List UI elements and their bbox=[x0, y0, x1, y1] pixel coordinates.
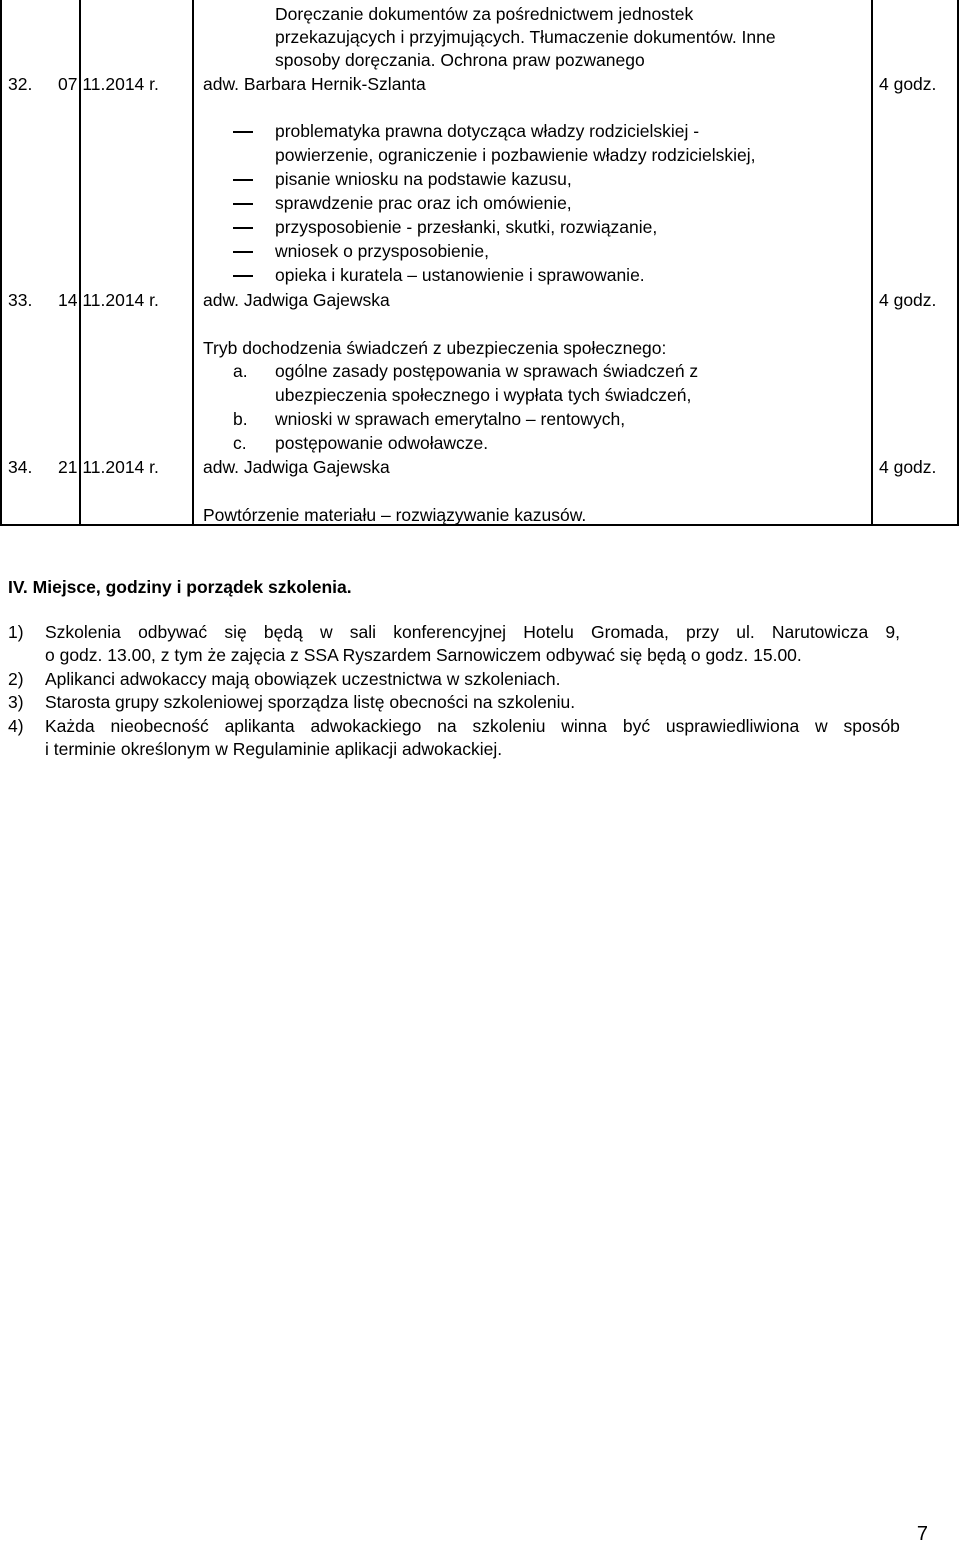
item-1-line-1 bbox=[8, 621, 900, 644]
row34-date: 21.11.2014 r. bbox=[58, 457, 159, 477]
word: usprawiedliwiona bbox=[665, 716, 800, 736]
bullet-dash bbox=[233, 203, 253, 205]
item-4-line-1 bbox=[8, 715, 900, 738]
item-number: 2) bbox=[8, 669, 24, 689]
word: się bbox=[224, 622, 247, 642]
word: 9, bbox=[885, 622, 900, 642]
bullet-dash bbox=[233, 179, 253, 181]
bullet-dash bbox=[233, 131, 253, 133]
row33-item-3: sprawdzenie prac oraz ich omówienie, bbox=[275, 193, 572, 213]
word: Każda bbox=[45, 716, 95, 736]
row34-number: 34. bbox=[8, 457, 33, 477]
word: konferencyjnej bbox=[393, 622, 507, 642]
word: Narutowicza bbox=[771, 622, 869, 642]
table-divider-hours bbox=[871, 0, 873, 525]
word: odbywać bbox=[138, 622, 208, 642]
row34-topic-intro: Tryb dochodzenia świadczeń z ubezpieczenia społecznego: bbox=[203, 338, 667, 358]
item-1-words bbox=[45, 621, 900, 644]
row33-hours: 4 godz. bbox=[879, 290, 937, 310]
row33-item-2: pisanie wniosku na podstawie kazusu, bbox=[275, 169, 572, 189]
section-iv-item-1 bbox=[8, 621, 900, 667]
row34-item-a-marker: a. bbox=[233, 361, 248, 381]
word: będą bbox=[263, 622, 303, 642]
bullet-dash bbox=[233, 275, 253, 277]
word: adwokackiego bbox=[310, 716, 422, 736]
item-3-text: Starosta grupy szkoleniowej sporządza listę obecności na szkoleniu. bbox=[45, 692, 576, 712]
row32-lecturer: adw. Barbara Hernik-Szlanta bbox=[203, 74, 426, 94]
row33-item-4: przysposobienie - przesłanki, skutki, rozwiązanie, bbox=[275, 217, 658, 237]
row32-number: 32. bbox=[8, 74, 33, 94]
word: sali bbox=[349, 622, 377, 642]
word: aplikanta bbox=[224, 716, 295, 736]
row34-lecturer: adw. Jadwiga Gajewska bbox=[203, 457, 390, 477]
word: sposób bbox=[843, 716, 900, 736]
row34-item-c-marker: c. bbox=[233, 433, 247, 453]
item-number: 1) bbox=[8, 622, 24, 642]
row32-date: 07.11.2014 r. bbox=[58, 74, 159, 94]
item-1-line-2: o godz. 13.00, z tym że zajęcia z SSA Ryszardem Sarnowiczem odbywać się będą o godz. 15.00. bbox=[45, 645, 802, 665]
row35-topic: Powtórzenie materiału – rozwiązywanie kazusów. bbox=[203, 505, 587, 525]
item-4-line-2: i terminie określonym w Regulaminie aplikacji adwokackiej. bbox=[45, 739, 503, 759]
row34-item-c: postępowanie odwoławcze. bbox=[275, 433, 489, 453]
word: szkoleniu bbox=[472, 716, 546, 736]
row33-date: 14.11.2014 r. bbox=[58, 290, 159, 310]
row34-hours: 4 godz. bbox=[879, 457, 937, 477]
row34-item-b-marker: b. bbox=[233, 409, 248, 429]
row32-topic-line-2: przekazujących i przyjmujących. Tłumaczenie dokumentów. Inne bbox=[275, 27, 776, 47]
row34-item-a-line-1: ogólne zasady postępowania w sprawach świadczeń z bbox=[275, 361, 699, 381]
row32-topic-line-3: sposoby doręczania. Ochrona praw pozwanego bbox=[275, 50, 645, 70]
section-iv-item-4 bbox=[8, 715, 900, 761]
word: ul. bbox=[736, 622, 755, 642]
word: Szkolenia bbox=[45, 622, 121, 642]
row33-lecturer: adw. Jadwiga Gajewska bbox=[203, 290, 390, 310]
table-divider-topic bbox=[192, 0, 194, 525]
row32-topic-line-1: Doręczanie dokumentów za pośrednictwem jednostek bbox=[275, 4, 694, 24]
item-number: 3) bbox=[8, 692, 24, 712]
row34-item-a-line-2: ubezpieczenia społecznego i wypłata tych świadczeń, bbox=[275, 385, 692, 405]
item-number: 4) bbox=[8, 716, 24, 736]
row34-item-b: wnioski w sprawach emerytalno – rentowych, bbox=[275, 409, 626, 429]
word: Hotelu bbox=[523, 622, 574, 642]
item-2-text: Aplikanci adwokaccy mają obowiązek uczestnictwa w szkoleniach. bbox=[45, 669, 561, 689]
word: przy bbox=[686, 622, 720, 642]
row33-item-6: opieka i kuratela – ustanowienie i sprawowanie. bbox=[275, 265, 645, 285]
word: Gromada, bbox=[591, 622, 669, 642]
section-iv-heading: IV. Miejsce, godziny i porządek szkolenia. bbox=[8, 577, 352, 597]
word: winna bbox=[561, 716, 608, 736]
row33-item-1-line-1: problematyka prawna dotycząca władzy rodzicielskiej - bbox=[275, 121, 700, 141]
word: być bbox=[622, 716, 651, 736]
section-iv-item-3 bbox=[8, 691, 575, 714]
item-4-words bbox=[45, 715, 900, 738]
bullet-dash bbox=[233, 251, 253, 253]
table-border-left bbox=[0, 0, 2, 525]
word: na bbox=[437, 716, 457, 736]
row33-item-5: wniosek o przysposobienie, bbox=[275, 241, 490, 261]
row33-number: 33. bbox=[8, 290, 33, 310]
word: w bbox=[815, 716, 828, 736]
row33-item-1-line-2: powierzenie, ograniczenie i pozbawienie władzy rodzicielskiej, bbox=[275, 145, 756, 165]
table-border-right bbox=[957, 0, 959, 525]
bullet-dash bbox=[233, 227, 253, 229]
row32-hours: 4 godz. bbox=[879, 74, 937, 94]
word: w bbox=[319, 622, 333, 642]
word: nieobecność bbox=[110, 716, 209, 736]
section-iv-item-2 bbox=[8, 668, 561, 691]
page-number: 7 bbox=[916, 1523, 928, 1545]
